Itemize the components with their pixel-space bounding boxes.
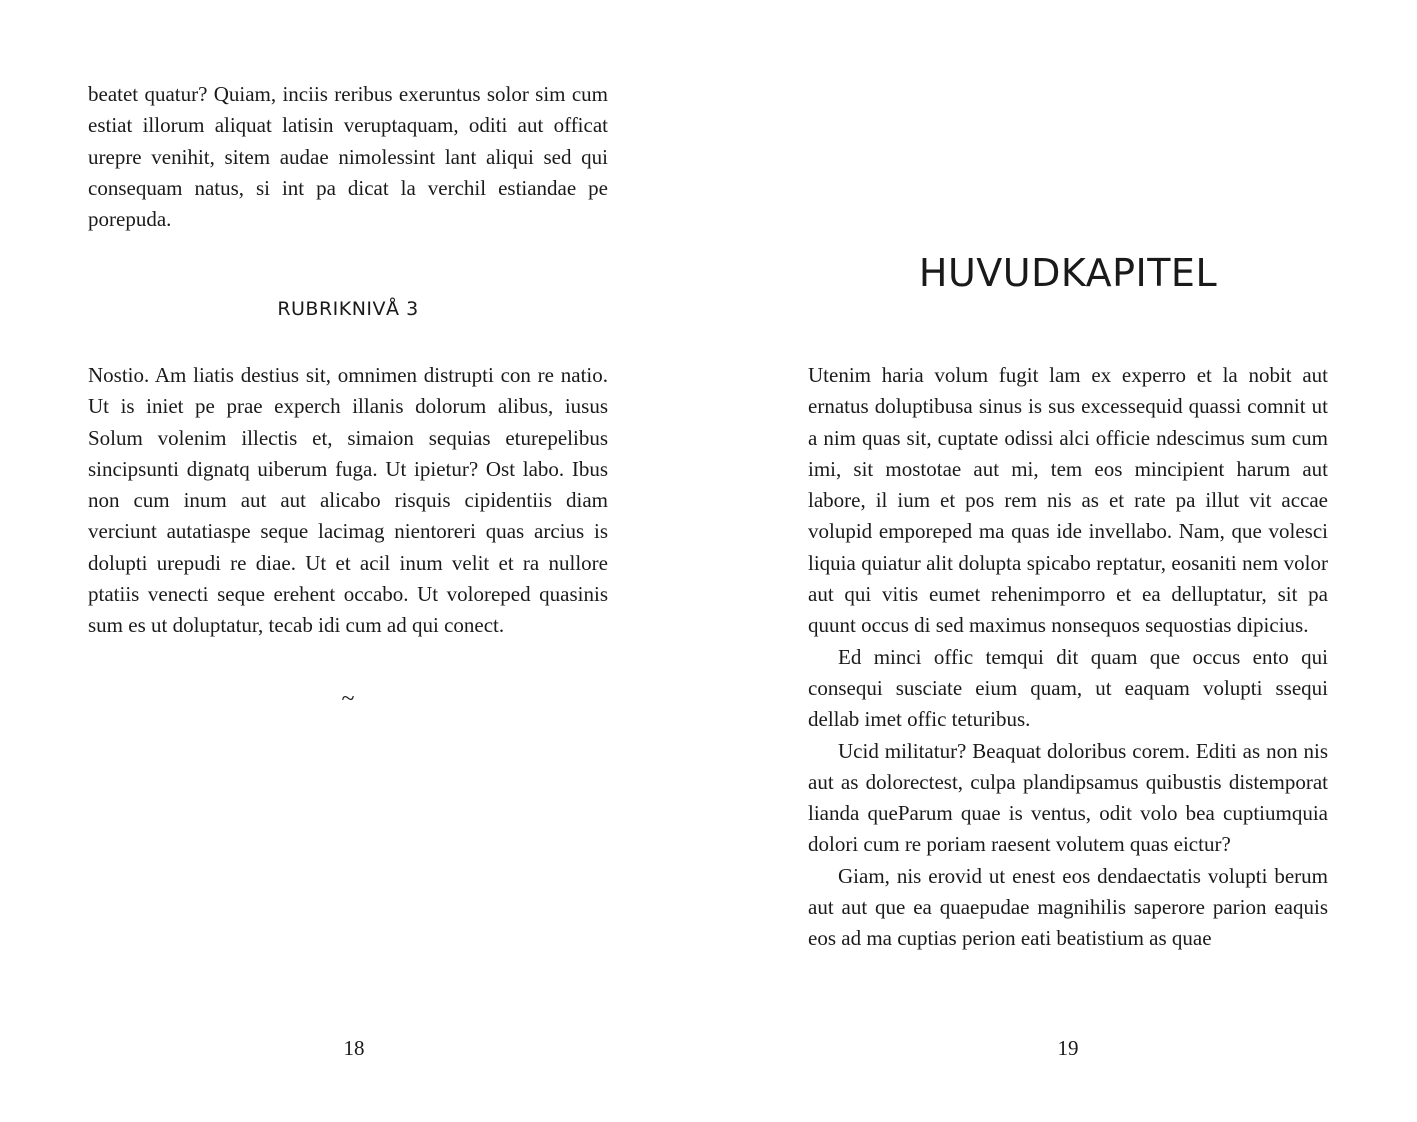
section-end-ornament: ~: [341, 686, 355, 712]
body-paragraph: Giam, nis erovid ut enest eos dendaectatis volupti berum aut aut que ea quaepudae magnihilis saperore parion eaquis eos ad ma cuptias perion eati beatistium as quae: [808, 863, 1328, 951]
right-body-text: [808, 360, 1328, 955]
left-paragraph-2: [88, 360, 608, 642]
body-paragraph: Nostio. Am liatis destius sit, omnimen distrupti con re natio. Ut is iniet pe prae experch illanis dolorum alibus, iusus Solum volenim illectis et, simaion sequias eturepelibus sincipsunti dignatq uiberum fuga. Ut ipietur? Ost labo. Ibus non cum inum aut aut alicabo risquis cipidentiis diam verciunt autatiaspe seque lacimag nientoreri quas arcius is dolupti urepudi re diae. Ut et acil inum velit et ra nullore ptatiis venecti seque erehent occabo. Ut voloreped quasinis sum es ut doluptatur, tecab idi cum ad qui conect.: [88, 363, 608, 638]
chapter-heading: HUVUDKAPITEL: [918, 251, 1218, 295]
body-paragraph: beatet quatur? Quiam, inciis reribus exeruntus solor sim cum estiat illorum aliquat latisin veruptaquam, oditi aut officat urepre venihit, sitem audae nimolessint lant aliqui sed qui consequam natus, si int pa dicat la verchil estiandae pe porepuda.: [88, 82, 608, 232]
section-heading-level-3: RUBRIKNIVÅ 3: [277, 298, 419, 320]
page-number-left: 18: [343, 1036, 365, 1060]
left-page: [0, 0, 708, 1122]
page-number-right: 19: [1057, 1036, 1079, 1060]
body-paragraph: Ucid militatur? Beaquat doloribus corem. Editi as non nis aut as dolorectest, culpa plandipsamus quibustis distemporat lianda queParum quae is ventus, odit volo bea cuptiumquia dolori cum re poriam raesent volutem quas eictur?: [808, 738, 1328, 857]
body-paragraph: Utenim haria volum fugit lam ex experro et la nobit aut ernatus doluptibusa sinus is sus excessequid quassi comnit ut a nim quas sit, cuptate odissi alci officie ndescimus sum cum imi, sit mostotae aut mi, tem eos mincipient harum aut labore, il ium et pos rem nis as et rate pa illut vit accae volupid emporeped ma quas ide invellabo. Nam, que volesci liquia quiatur alit dolupta spicabo reptatur, eosaniti nem volor aut qui vitis eumet rehenimporro et ea delluptatur, sit pa quunt occus di sed maximus nonsequos sequostias dipicius.: [808, 363, 1328, 638]
left-paragraph-1: [88, 79, 608, 235]
right-page: [708, 0, 1417, 1122]
body-paragraph: Ed minci offic temqui dit quam que occus ento qui consequi susciate eium quam, ut eaquam volupti ssequi dellab imet offic teturibus.: [808, 644, 1328, 732]
